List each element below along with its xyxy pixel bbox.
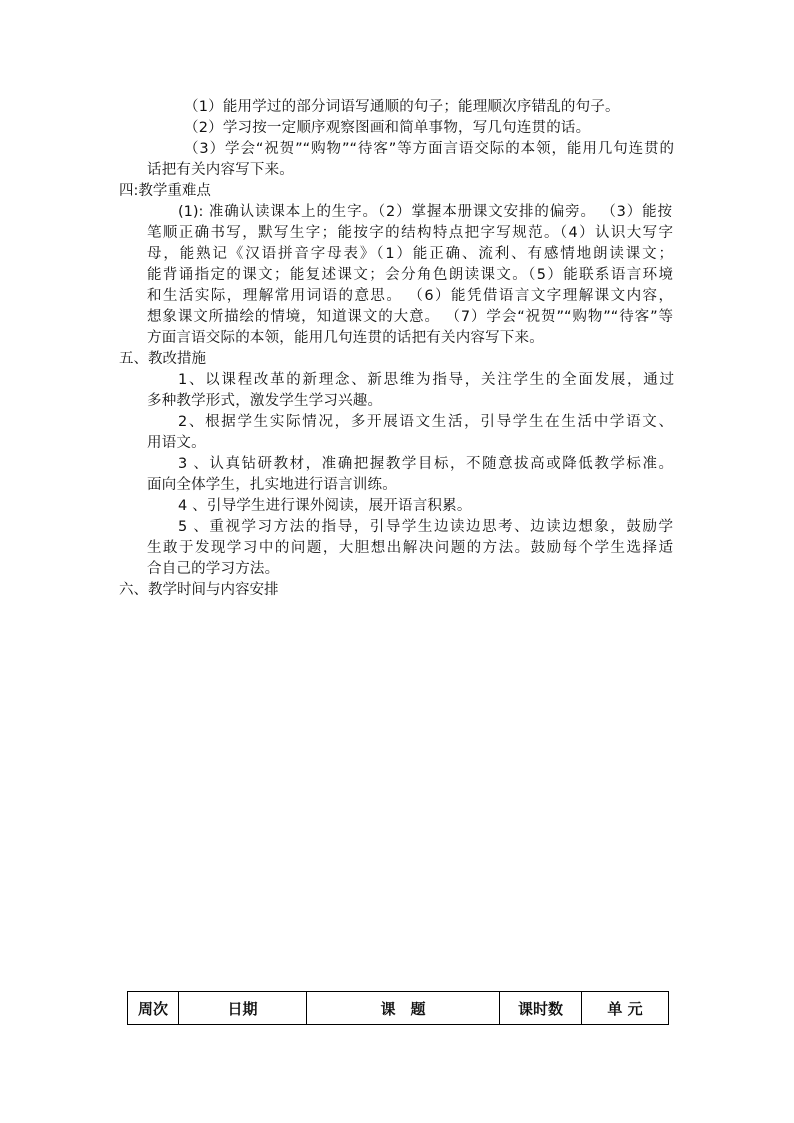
key-points-line-6: 想象课文所描绘的情境，知道课文的大意。 （7）学会“祝贺”“购物”“待客”等 xyxy=(147,309,673,325)
schedule-table-header-row xyxy=(128,992,669,1025)
objective-item-3-line-1: （3）学会“祝贺”“购物”“待客”等方面言语交际的本领，能用几句连贯的 xyxy=(184,141,674,157)
key-points-line-7: 方面言语交际的本领，能用几句连贯的话把有关内容写下来。 xyxy=(147,330,544,346)
objective-item-1: （1）能用学过的部分词语写通顺的句子；能理顺次序错乱的句子。 xyxy=(184,99,620,115)
key-points-line-2: 笔顺正确书写，默写生字；能按字的结构特点把字写规范。（4）认识大写字 xyxy=(147,225,673,241)
objective-item-3-line-2: 话把有关内容写下来。 xyxy=(147,162,294,178)
key-points-line-5: 和生活实际，理解常用词语的意思。 （6）能凭借语言文字理解课文内容， xyxy=(147,288,673,304)
header-class-hours: 课时数 xyxy=(500,992,582,1025)
measure-4-line-1: 4 、引导学生进行课外阅读，展开语言积累。 xyxy=(178,498,472,514)
key-points-line-1: (1): 准确认读课本上的生字。（2）掌握本册课文安排的偏旁。 （3）能按 xyxy=(178,204,672,220)
objective-item-2: （2）学习按一定顺序观察图画和简单事物，写几句连贯的话。 xyxy=(184,120,591,136)
header-lesson-title: 课 题 xyxy=(307,992,500,1025)
measure-5-line-2: 生敢于发现学习中的问题，大胆想出解决问题的方法。鼓励每个学生选择适 xyxy=(147,540,673,556)
section-heading-schedule: 六、教学时间与内容安排 xyxy=(119,582,279,598)
measure-1-line-1: 1、以课程改革的新理念、新思维为指导，关注学生的全面发展，通过 xyxy=(178,372,674,388)
header-week: 周次 xyxy=(128,992,179,1025)
measure-3-line-2: 面向全体学生，扎实地进行语言训练。 xyxy=(147,477,397,493)
section-heading-key-points: 四:教学重难点 xyxy=(119,183,211,199)
measure-3-line-1: 3 、认真钻研教材，准确把握教学目标，不随意拔高或降低教学标准。 xyxy=(178,456,673,472)
key-points-line-3: 母，能熟记《汉语拼音字母表》（1）能正确、流利、有感情地朗读课文； xyxy=(147,246,673,262)
header-unit: 单 元 xyxy=(582,992,669,1025)
measure-5-line-3: 合自己的学习方法。 xyxy=(147,561,280,577)
section-heading-reform-measures: 五、教改措施 xyxy=(119,351,206,367)
measure-2-line-1: 2、根据学生实际情况，多开展语文生活，引导学生在生活中学语文、 xyxy=(178,414,673,430)
measure-5-line-1: 5 、重视学习方法的指导，引导学生边读边思考、边读边想象，鼓励学 xyxy=(178,519,673,535)
schedule-table xyxy=(127,991,669,1025)
header-date: 日期 xyxy=(179,992,307,1025)
measure-2-line-2: 用语文。 xyxy=(147,435,206,451)
key-points-line-4: 能背诵指定的课文；能复述课文；会分角色朗读课文。（5）能联系语言环境 xyxy=(147,267,673,283)
measure-1-line-2: 多种教学形式，激发学生学习兴趣。 xyxy=(147,393,383,409)
